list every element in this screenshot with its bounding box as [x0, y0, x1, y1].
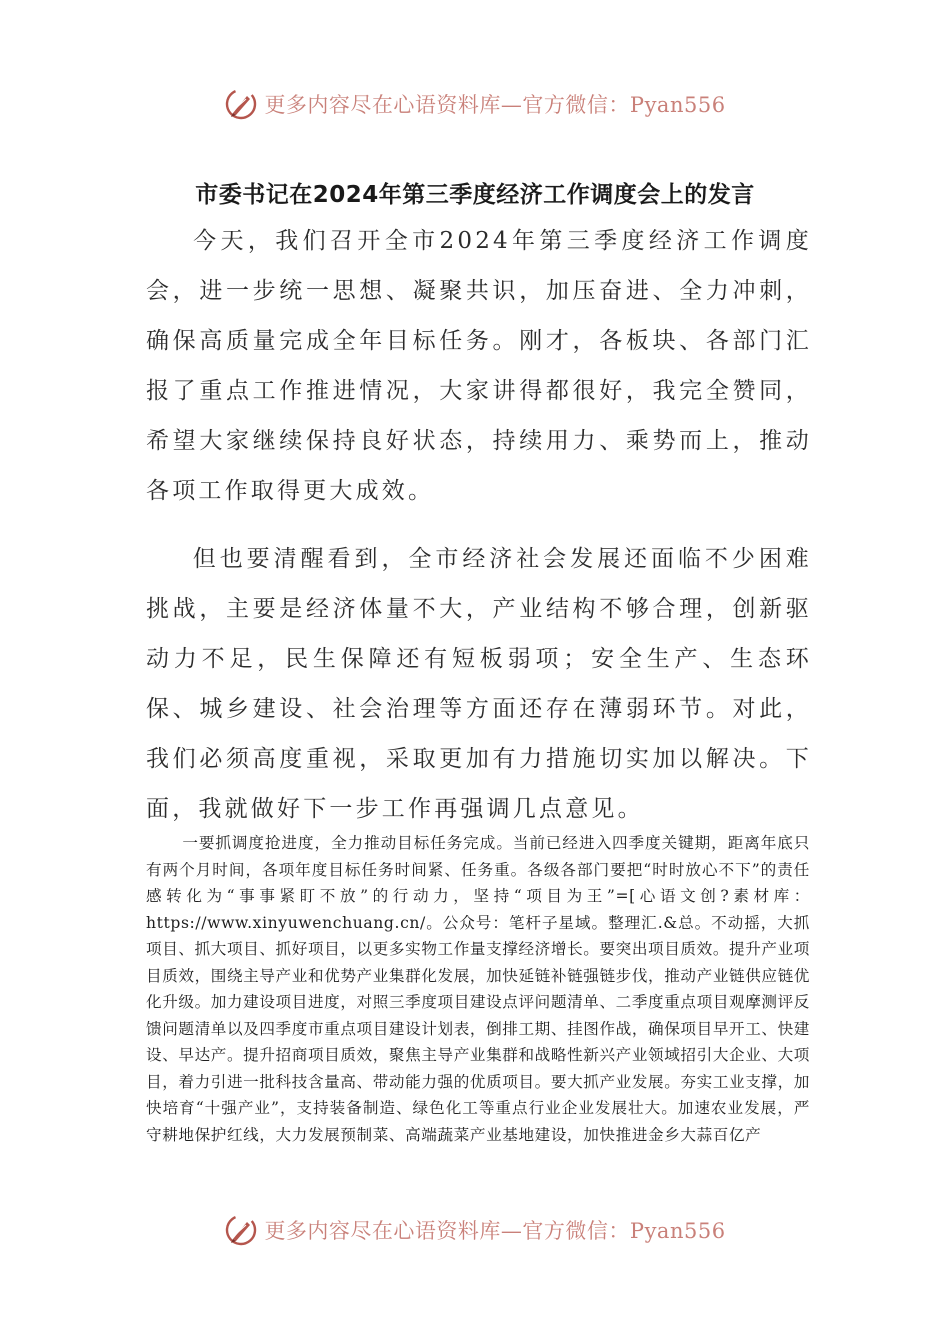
section-1-paragraph — [146, 830, 810, 1148]
section-1-text: 一要抓调度抢进度，全力推动目标任务完成。当前已经进入四季度关键期，距离年底只有两个月时间，各项年度目标任务时间紧、任务重。各级各部门要把“时时放心不下”的责任感转化为“事事紧盯不放”的行动力，坚持“项目为王”=[心语文创?素材库：https://www.xinyuwenchuang.cn/。公众号：笔杆子星域。整理汇.&总。不动摇，大抓项目、抓大项目、抓好项目，以更多实物工作量支撑经济增长。要突出项目质效。提升产业项目质效，围绕主导产业和优势产业集群化发展，加快延链补链强链步伐，推动产业链供应链优化升级。加力建设项目进度，对照三季度项目建设点评问题清单、二季度重点项目观摩测评反馈问题清单以及四季度市重点项目建设计划表，倒排工期、挂图作战，确保项目早开工、快建设、早达产。提升招商项目质效，聚焦主导产业集群和战略性新兴产业领域招引大企业、大项目，着力引进一批科技含量高、带动能力强的优质项目。要大抓产业发展。夯实工业支撑，加快培育“十强产业”，支持装备制造、绿色化工等重点行业企业发展壮大。加速农业发展，严守耕地保护红线，大力发展预制菜、高端蔬菜产业基地建设，加快推进金乡大蒜百亿产 — [146, 834, 810, 1144]
document-title: 市委书记在2024年第三季度经济工作调度会上的发言 — [195, 182, 755, 208]
paragraph-2-text: 但也要清醒看到，全市经济社会发展还面临不少困难挑战，主要是经济体量不大，产业结构不够合理，创新驱动力不足，民生保障还有短板弱项；安全生产、生态环保、城乡建设、社会治理等方面还存在薄弱环节。对此，我们必须高度重视，采取更加有力措施切实加以解决。下面，我就做好下一步工作再强调几点意见。 — [146, 546, 812, 822]
watermark-text: 更多内容尽在心语资料库—官方微信：Pyan556 — [264, 1219, 726, 1243]
watermark-banner-top — [0, 84, 950, 124]
pen-circle-logo-icon — [224, 87, 258, 121]
paragraph-2 — [146, 534, 812, 834]
paragraph-1 — [146, 216, 812, 516]
paragraph-1-text: 今天，我们召开全市2024年第三季度经济工作调度会，进一步统一思想、凝聚共识，加压奋进、全力冲刺，确保高质量完成全年目标任务。刚才，各板块、各部门汇报了重点工作推进情况，大家讲得都很好，我完全赞同，希望大家继续保持良好状态，持续用力、乘势而上，推动各项工作取得更大成效。 — [146, 228, 812, 504]
watermark-banner-bottom — [0, 1210, 950, 1250]
pen-circle-logo-icon — [224, 1213, 258, 1247]
watermark-text: 更多内容尽在心语资料库—官方微信：Pyan556 — [264, 93, 726, 117]
